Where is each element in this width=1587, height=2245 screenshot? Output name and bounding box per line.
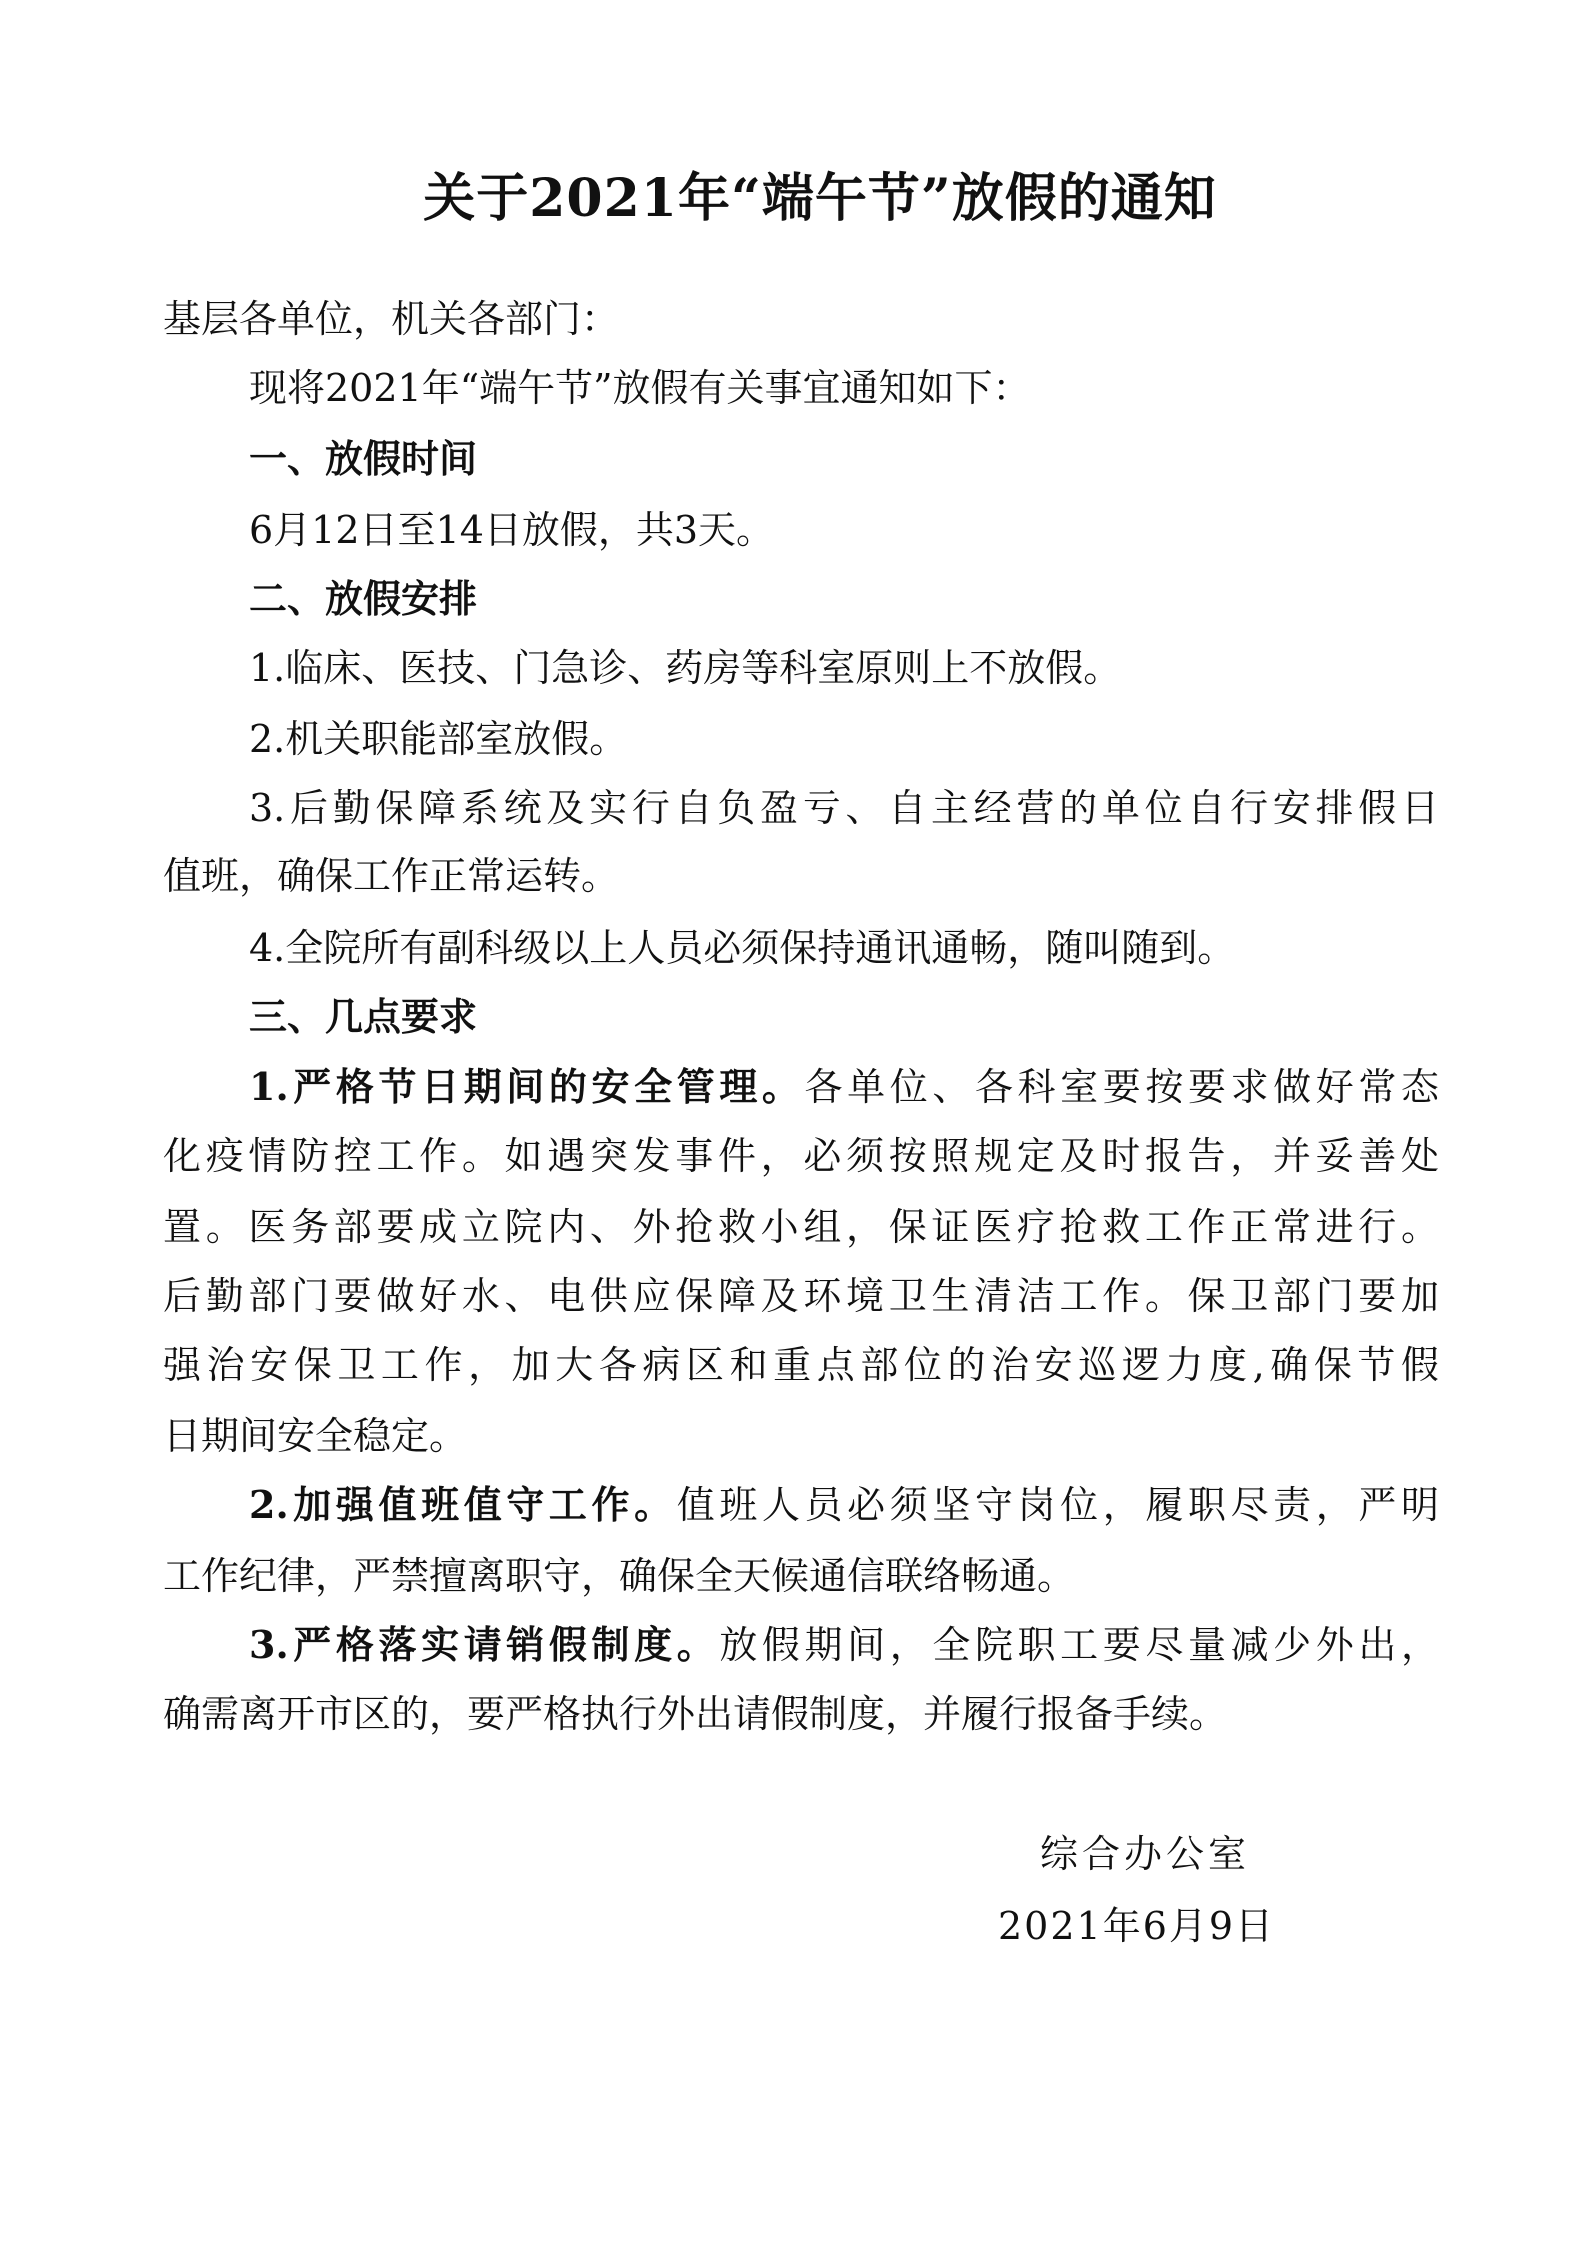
intro: 现将2021年“端午节”放假有关事宜通知如下： bbox=[249, 366, 1031, 410]
arrangement-item-4: 4.全院所有副科级以上人员必须保持通讯通畅，随叫随到。 bbox=[249, 926, 1236, 970]
section-heading-2: 二、放假安排 bbox=[249, 576, 478, 621]
section-heading-3: 三、几点要求 bbox=[249, 994, 478, 1039]
arrangement-item-1: 1.临床、医技、门急诊、药房等科室原则上不放假。 bbox=[249, 646, 1122, 690]
requirement-2-title: 2.加强值班值守工作。 bbox=[249, 1482, 677, 1527]
arrangement-item-3: 3.后勤保障系统及实行自负盈亏、自主经营的单位自行安排假日 bbox=[249, 786, 1439, 830]
requirement-3-line: 确需离开市区的，要严格执行外出请假制度，并履行报备手续。 bbox=[163, 1692, 1228, 1736]
arrangement-item-3-cont: 值班，确保工作正常运转。 bbox=[163, 854, 620, 898]
requirement-3 bbox=[249, 1615, 1439, 1675]
requirement-3-text: 放假期间，全院职工要尽量减少外出， bbox=[719, 1623, 1439, 1667]
signature-org: 综合办公室 bbox=[1040, 1832, 1251, 1876]
requirement-2-text: 值班人员必须坚守岗位，履职尽责，严明 bbox=[676, 1483, 1439, 1527]
document-title: 关于2021年“端午节”放假的通知 bbox=[423, 168, 1217, 229]
requirement-1-line: 日期间安全稳定。 bbox=[163, 1414, 468, 1458]
requirement-2-line: 工作纪律，严禁擅离职守，确保全天候通信联络畅通。 bbox=[163, 1554, 1076, 1598]
requirement-1-line: 化疫情防控工作。如遇突发事件，必须按照规定及时报告，并妥善处 bbox=[163, 1134, 1439, 1178]
signature-date: 2021年6月9日 bbox=[998, 1904, 1276, 1948]
requirement-1-line: 后勤部门要做好水、电供应保障及环境卫生清洁工作。保卫部门要加 bbox=[163, 1274, 1439, 1318]
arrangement-item-2: 2.机关职能部室放假。 bbox=[249, 717, 628, 761]
requirement-1-line: 置。医务部要成立院内、外抢救小组，保证医疗抢救工作正常进行。 bbox=[163, 1205, 1439, 1249]
requirement-1-title: 1.严格节日期间的安全管理。 bbox=[249, 1064, 805, 1109]
requirement-1 bbox=[249, 1057, 1439, 1117]
holiday-time: 6月12日至14日放假，共3天。 bbox=[249, 508, 775, 552]
requirement-3-title: 3.严格落实请销假制度。 bbox=[249, 1622, 720, 1667]
requirement-1-text: 各单位、各科室要按要求做好常态 bbox=[804, 1065, 1439, 1109]
section-heading-1: 一、放假时间 bbox=[249, 436, 478, 481]
requirement-1-line: 强治安保卫工作，加大各病区和重点部位的治安巡逻力度,确保节假 bbox=[163, 1343, 1439, 1387]
salutation: 基层各单位，机关各部门： bbox=[163, 297, 620, 341]
requirement-2 bbox=[249, 1475, 1439, 1535]
